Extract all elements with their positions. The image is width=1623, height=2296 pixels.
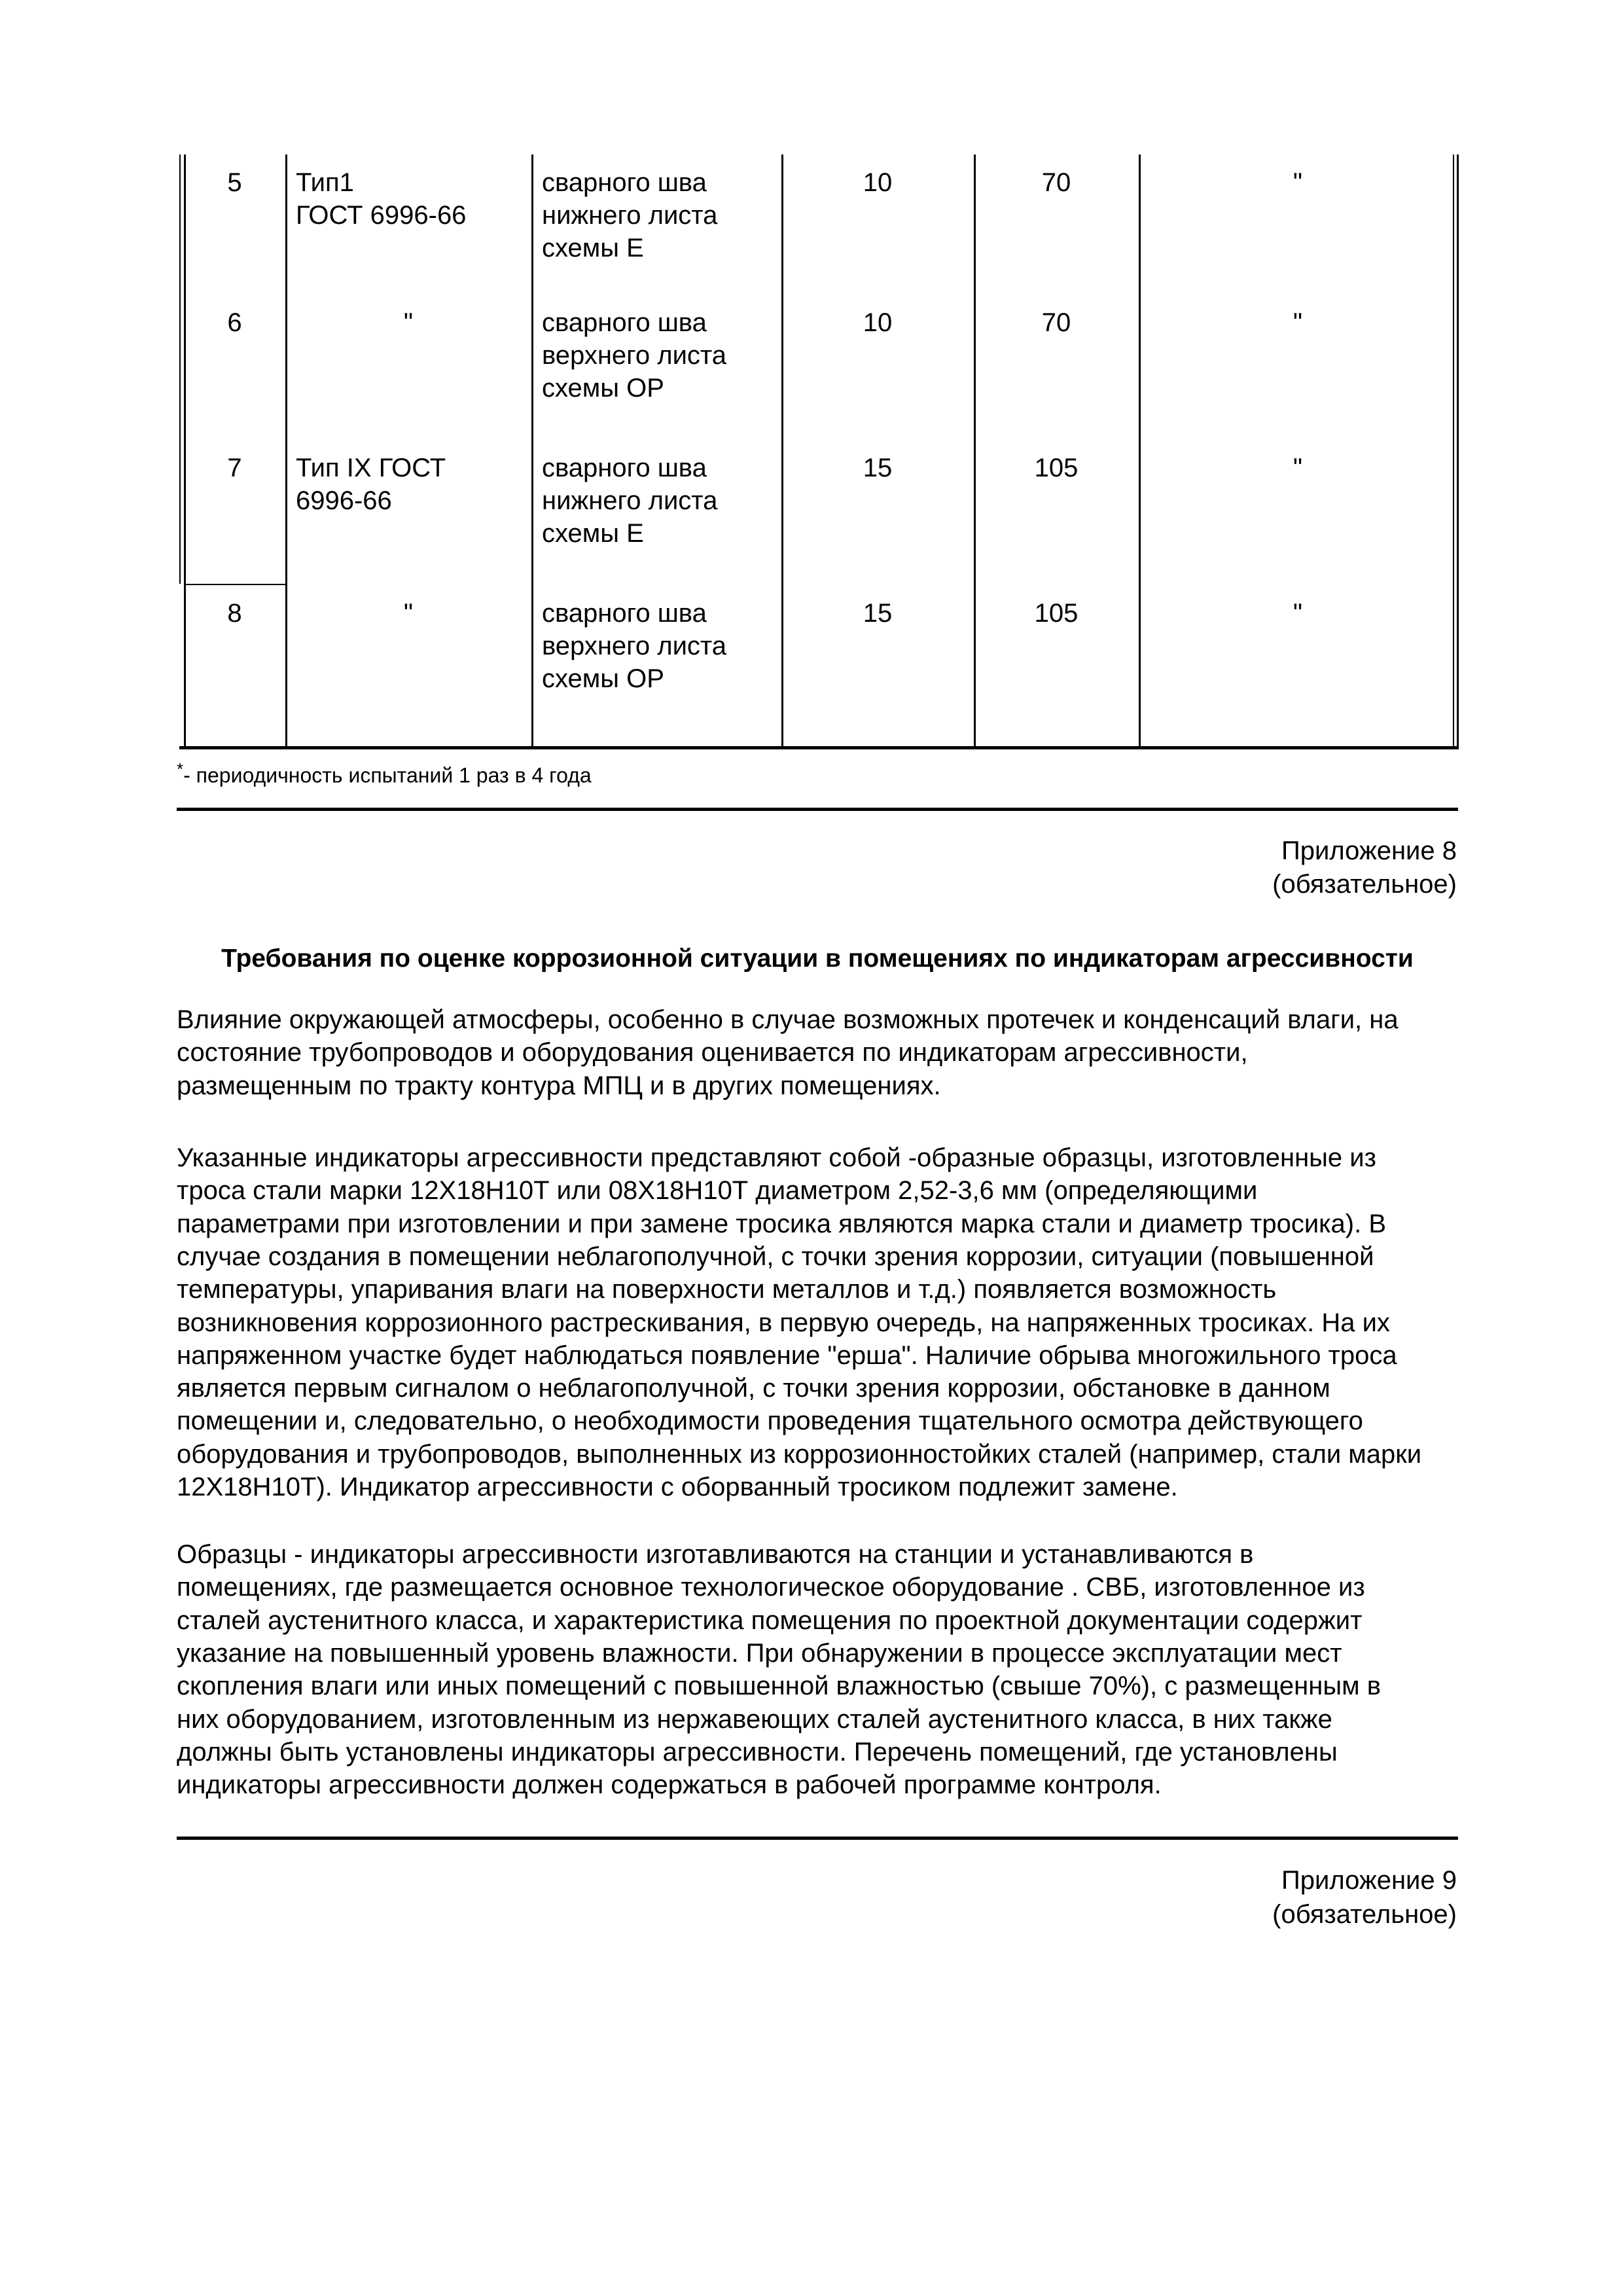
specimen-type: 6996-66: [296, 486, 392, 515]
paragraph-line: Указанные индикаторы агрессивности представляют собой -образные образцы, изготовленные из: [177, 1143, 1376, 1172]
paragraph-line: троса стали марки 12Х18Н10Т или 08Х18Н10Т диаметром 2,52-3,6 мм (определяющими: [177, 1176, 1258, 1206]
ditto-mark: ": [1293, 454, 1303, 482]
appendix-8-title: Приложение 8: [1281, 836, 1457, 865]
paragraph-line: Влияние окружающей атмосферы, особенно в случае возможных протечек и конденсаций влаги, на: [177, 1005, 1399, 1034]
row-number: 5: [227, 168, 242, 197]
row-number: 8: [227, 599, 242, 628]
weld-description: нижнего листа: [542, 201, 718, 230]
footnote-mark: *: [177, 759, 184, 779]
table-footnote: [177, 759, 592, 788]
row-number: 6: [227, 308, 242, 337]
weld-description: верхнего листа: [542, 632, 727, 660]
paragraph-line: является первым сигналом о неблагополучной, с точки зрения коррозии, обстановке в данном: [177, 1374, 1330, 1403]
paragraph-line: помещениях, где размещается основное технологическое оборудование . СВБ, изготовленное из: [177, 1573, 1365, 1602]
specimen-type: ГОСТ 6996-66: [296, 201, 467, 230]
size-value: 70: [1041, 168, 1071, 197]
paragraph-line: напряженном участке будет наблюдаться появление "ерша". Наличие обрыва многожильного троса: [177, 1340, 1397, 1370]
table-column-border: [1457, 154, 1459, 748]
section-divider: [177, 1837, 1458, 1840]
weld-description: нижнего листа: [542, 486, 718, 515]
size-value: 105: [1034, 454, 1079, 482]
paragraph-line: температуры, упаривания влаги на поверхности металлов и т.д.) появляется возможность: [177, 1275, 1277, 1304]
table-column-border: [1453, 154, 1454, 746]
appendix-8-status: (обязательное): [1272, 870, 1457, 899]
thickness-value: 15: [863, 599, 893, 628]
weld-description: схемы ОР: [542, 374, 664, 403]
size-value: 105: [1034, 599, 1079, 628]
appendix-9-title: Приложение 9: [1281, 1866, 1457, 1895]
paragraph-line: помещении и, следовательно, о необходимости проведения тщательного осмотра действующего: [177, 1407, 1363, 1436]
paragraph-line: указание на повышенный уровень влажности. При обнаружении в процессе эксплуатации мест: [177, 1638, 1342, 1668]
appendix-9-status: (обязательное): [1272, 1900, 1457, 1929]
section-heading: Требования по оценке коррозионной ситуации в помещениях по индикаторам агрессивности: [221, 944, 1414, 973]
thickness-value: 15: [863, 454, 893, 482]
ditto-mark: ": [1293, 308, 1303, 337]
paragraph-line: должны быть установлены индикаторы агрессивности. Перечень помещений, где установлены: [177, 1737, 1338, 1767]
size-value: 70: [1041, 308, 1071, 337]
paragraph-line: возникновения коррозионного растрескивания, в первую очередь, на напряженных тросиках. На их: [177, 1308, 1390, 1337]
weld-description: схемы Е: [542, 234, 644, 262]
table-bottom-border: [179, 746, 1459, 749]
weld-description: верхнего листа: [542, 341, 727, 370]
thickness-value: 10: [863, 168, 893, 197]
ditto-mark: ": [1293, 599, 1303, 628]
paragraph-line: них оборудованием, изготовленным из нержавеющих сталей аустенитного класса, в них также: [177, 1704, 1332, 1734]
paragraph-line: индикаторы агрессивности должен содержаться в рабочей программе контроля.: [177, 1770, 1162, 1800]
paragraph-line: размещенным по тракту контура МПЦ и в других помещениях.: [177, 1071, 941, 1100]
specimen-type: ": [403, 599, 414, 628]
weld-description: сварного шва: [542, 168, 707, 197]
paragraph-line: 12Х18Н10Т). Индикатор агрессивности с оборванный тросиком подлежит замене.: [177, 1473, 1178, 1501]
footnote-text: - периодичность испытаний 1 раз в 4 года: [183, 763, 592, 787]
thickness-value: 10: [863, 308, 893, 337]
weld-description: сварного шва: [542, 454, 707, 482]
table-row-border: [184, 584, 285, 585]
paragraph-line: Образцы - индикаторы агрессивности изготавливаются на станции и устанавливаются в: [177, 1540, 1254, 1569]
specimen-type: ": [403, 308, 414, 337]
paragraph-line: параметрами при изготовлении и при замене тросика являются марка стали и диаметр тросика). В: [177, 1209, 1387, 1238]
weld-description: сварного шва: [542, 599, 707, 628]
ditto-mark: ": [1293, 168, 1303, 197]
row-number: 7: [227, 454, 242, 482]
paragraph-line: сталей аустенитного класса, и характеристика помещения по проектной документации содержит: [177, 1605, 1363, 1635]
table-column-border: [179, 154, 181, 584]
paragraph-line: случае создания в помещении неблагополучной, с точки зрения коррозии, ситуации (повышенной: [177, 1242, 1374, 1271]
paragraph-line: скопления влаги или иных помещений с повышенной влажностью (свыше 70%), с размещенным в: [177, 1672, 1381, 1701]
paragraph-line: состояние трубопроводов и оборудования оценивается по индикаторам агрессивности,: [177, 1038, 1248, 1067]
weld-description: схемы ОР: [542, 664, 664, 693]
specimen-type: Тип IX ГОСТ: [296, 454, 446, 482]
paragraph-line: оборудования и трубопроводов, выполненных из коррозионностойких сталей (например, стали марки: [177, 1439, 1422, 1469]
table-column-border: [285, 154, 287, 748]
specimen-type: Тип1: [296, 168, 354, 197]
table-column-border: [531, 154, 533, 748]
weld-description: сварного шва: [542, 308, 707, 337]
section-divider: [177, 808, 1458, 811]
weld-description: схемы Е: [542, 519, 644, 548]
